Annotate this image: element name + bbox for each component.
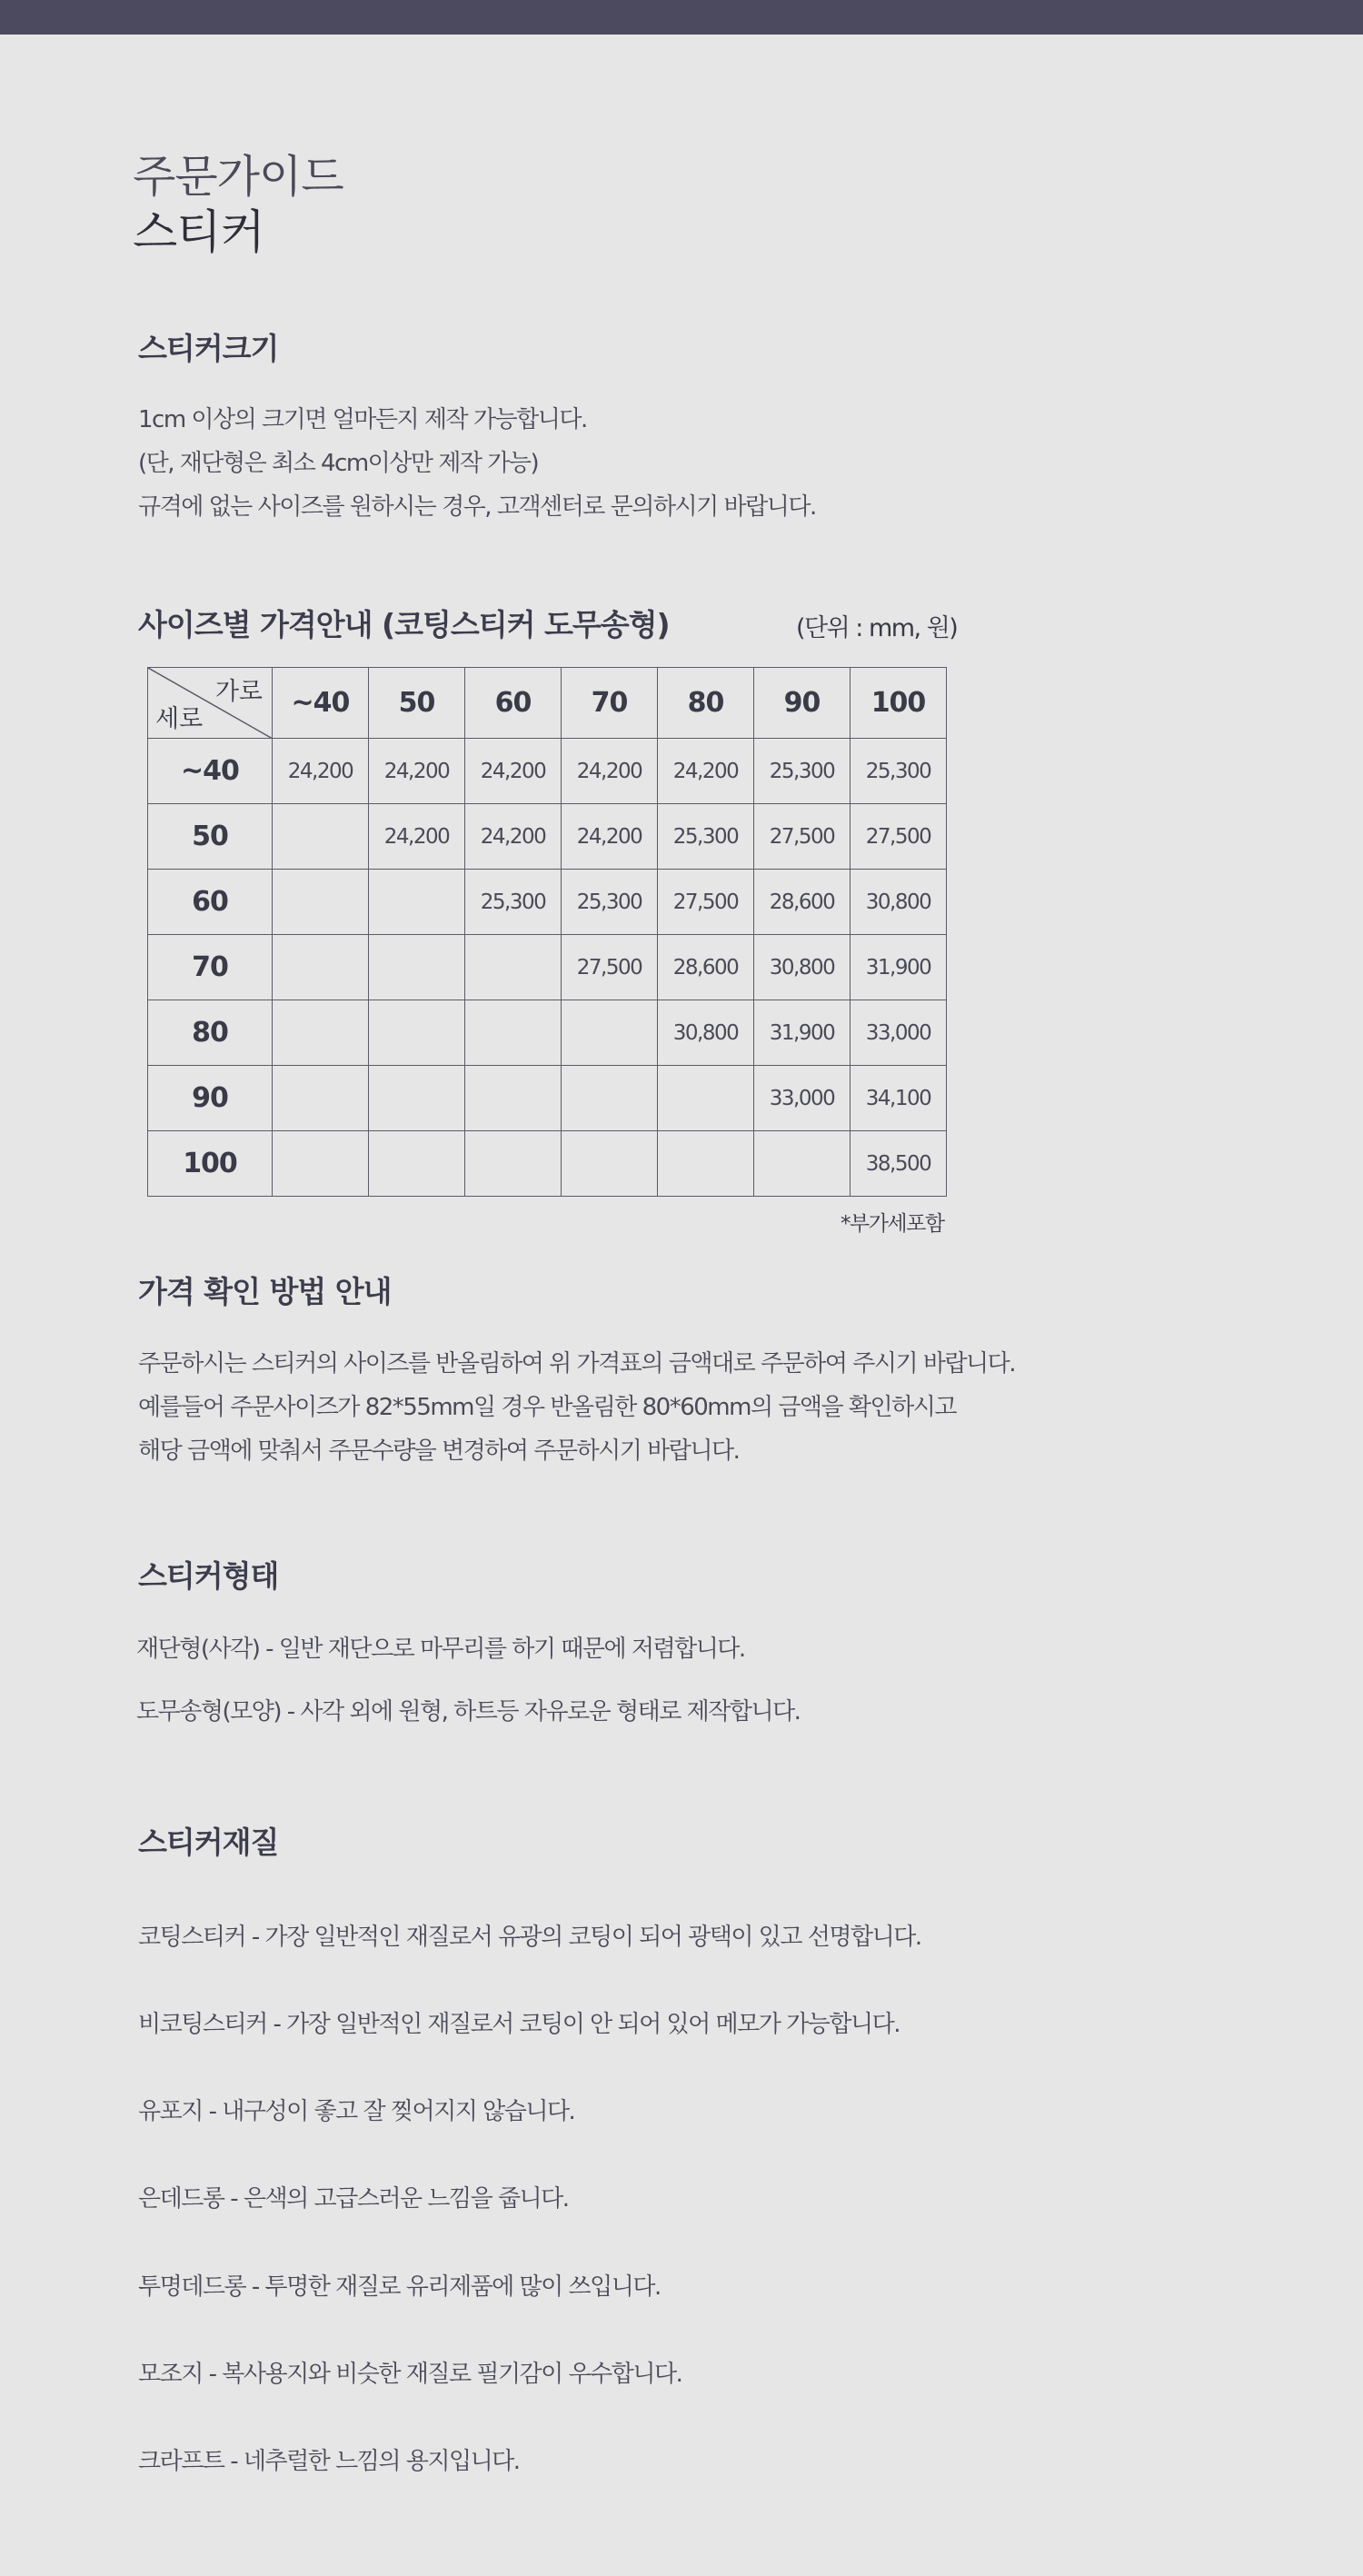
material-heading: 스티커재질	[138, 1825, 279, 1860]
price-cell: 25,300	[851, 739, 947, 804]
price-cell	[465, 1066, 562, 1131]
price-cell: 24,200	[273, 739, 369, 804]
row-header: 90	[148, 1066, 273, 1131]
price-cell: 28,600	[754, 870, 851, 935]
row-header: 50	[148, 804, 273, 870]
price-cell: 33,000	[754, 1066, 851, 1131]
price-cell	[273, 935, 369, 1000]
price-cell: 31,900	[754, 1000, 851, 1066]
top-bar	[0, 0, 1363, 35]
price-cell	[658, 1066, 754, 1131]
column-header: 70	[562, 668, 658, 739]
price-heading: 사이즈별 가격안내 (코팅스티커 도무송형)	[138, 607, 670, 642]
price-cell	[562, 1131, 658, 1197]
column-header: 90	[754, 668, 851, 739]
method-line-2: 예를들어 주문사이즈가 82*55mm일 경우 반올림한 80*60mm의 금액을 확인하시고	[138, 1394, 957, 1421]
price-cell	[465, 935, 562, 1000]
size-heading: 스티커크기	[138, 331, 279, 366]
price-cell: 27,500	[754, 804, 851, 870]
row-header: 70	[148, 935, 273, 1000]
price-cell: 24,200	[465, 804, 562, 870]
method-heading: 가격 확인 방법 안내	[138, 1274, 392, 1309]
price-cell: 24,200	[658, 739, 754, 804]
table-header-row	[148, 668, 947, 739]
price-cell: 27,500	[562, 935, 658, 1000]
table-row	[148, 739, 947, 804]
price-cell	[273, 1131, 369, 1197]
price-cell: 25,300	[658, 804, 754, 870]
price-table	[147, 667, 947, 1197]
price-cell: 38,500	[851, 1131, 947, 1197]
method-line-1: 주문하시는 스티커의 사이즈를 반올림하여 위 가격표의 금액대로 주문하여 주시기 바랍니다.	[138, 1350, 1016, 1378]
price-cell	[562, 1066, 658, 1131]
row-header: 100	[148, 1131, 273, 1197]
page-title: 주문가이드	[133, 151, 343, 203]
price-cell	[273, 1000, 369, 1066]
price-cell: 25,300	[754, 739, 851, 804]
price-cell	[369, 870, 465, 935]
column-header: 100	[851, 668, 947, 739]
page-subtitle: 스티커	[133, 206, 264, 260]
size-line-2: (단, 재단형은 최소 4cm이상만 제작 가능)	[138, 450, 539, 477]
price-cell	[754, 1131, 851, 1197]
price-cell	[465, 1000, 562, 1066]
table-row	[148, 1131, 947, 1197]
table-row	[148, 1000, 947, 1066]
table-row	[148, 870, 947, 935]
price-cell: 25,300	[465, 870, 562, 935]
shape-line-1: 재단형(사각) - 일반 재단으로 마무리를 하기 때문에 저렴합니다.	[136, 1636, 745, 1663]
material-line: 투명데드롱 - 투명한 재질로 유리제품에 많이 쓰입니다.	[138, 2273, 661, 2301]
price-cell	[465, 1131, 562, 1197]
material-line: 유포지 - 내구성이 좋고 잘 찢어지지 않습니다.	[138, 2098, 575, 2125]
material-line: 크라프트 - 네추럴한 느낌의 용지입니다.	[138, 2448, 520, 2475]
column-header: ~40	[273, 668, 369, 739]
material-line: 비코팅스티커 - 가장 일반적인 재질로서 코팅이 안 되어 있어 메모가 가능합니다.	[138, 2011, 900, 2038]
price-cell: 27,500	[851, 804, 947, 870]
table-row	[148, 804, 947, 870]
material-line: 모조지 - 복사용지와 비슷한 재질로 필기감이 우수합니다.	[138, 2361, 682, 2388]
price-cell: 34,100	[851, 1066, 947, 1131]
price-cell	[658, 1131, 754, 1197]
price-cell	[273, 1066, 369, 1131]
table-row	[148, 935, 947, 1000]
shape-heading: 스티커형태	[138, 1558, 279, 1594]
column-header: 80	[658, 668, 754, 739]
size-line-3: 규격에 없는 사이즈를 원하시는 경우, 고객센터로 문의하시기 바랍니다.	[138, 493, 816, 521]
price-cell	[369, 1066, 465, 1131]
price-cell: 30,800	[658, 1000, 754, 1066]
shape-line-2: 도무송형(모양) - 사각 외에 원형, 하트등 자유로운 형태로 제작합니다.	[136, 1698, 801, 1726]
price-cell: 24,200	[562, 804, 658, 870]
price-cell: 27,500	[658, 870, 754, 935]
price-cell	[369, 1131, 465, 1197]
vat-note: *부가세포함	[841, 1212, 944, 1236]
method-line-3: 해당 금액에 맞춰서 주문수량을 변경하여 주문하시기 바랍니다.	[138, 1437, 740, 1465]
price-cell: 31,900	[851, 935, 947, 1000]
column-header: 60	[465, 668, 562, 739]
corner-row-label: 세로	[155, 705, 204, 733]
price-cell: 24,200	[562, 739, 658, 804]
price-unit: (단위 : mm, 원)	[796, 614, 958, 642]
row-header: 80	[148, 1000, 273, 1066]
price-cell	[273, 870, 369, 935]
table-corner-cell	[148, 668, 273, 739]
row-header: ~40	[148, 739, 273, 804]
price-cell: 25,300	[562, 870, 658, 935]
table-row	[148, 1066, 947, 1131]
row-header: 60	[148, 870, 273, 935]
price-cell: 30,800	[851, 870, 947, 935]
material-line: 은데드롱 - 은색의 고급스러운 느낌을 줍니다.	[138, 2185, 569, 2213]
price-cell	[369, 1000, 465, 1066]
corner-col-label: 가로	[214, 678, 263, 706]
price-cell	[369, 935, 465, 1000]
column-header: 50	[369, 668, 465, 739]
price-cell: 24,200	[369, 739, 465, 804]
price-cell: 33,000	[851, 1000, 947, 1066]
price-cell	[273, 804, 369, 870]
material-line: 코팅스티커 - 가장 일반적인 재질로서 유광의 코팅이 되어 광택이 있고 선명합니다.	[138, 1924, 921, 1951]
price-cell	[562, 1000, 658, 1066]
price-cell: 28,600	[658, 935, 754, 1000]
price-cell: 30,800	[754, 935, 851, 1000]
size-line-1: 1cm 이상의 크기면 얼마든지 제작 가능합니다.	[138, 406, 587, 433]
price-cell: 24,200	[465, 739, 562, 804]
price-cell: 24,200	[369, 804, 465, 870]
